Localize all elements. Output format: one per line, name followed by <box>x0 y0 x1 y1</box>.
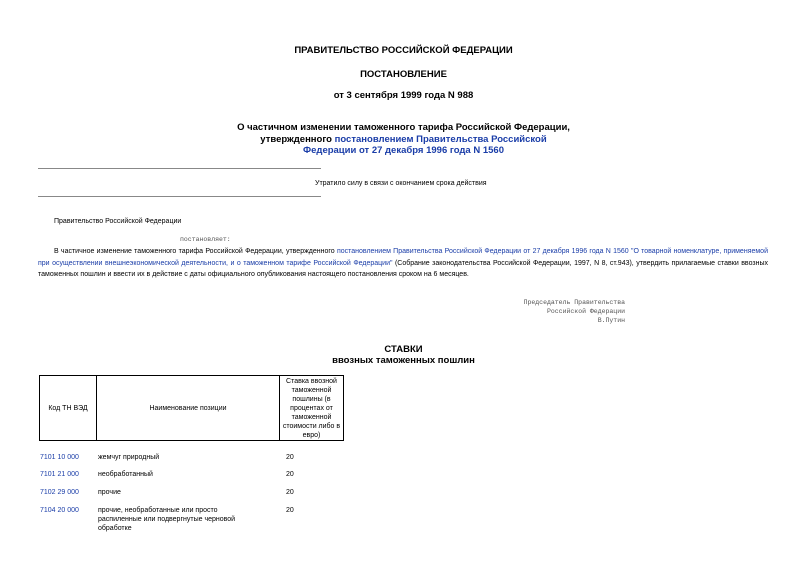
annex-title: СТАВКИ <box>384 344 423 355</box>
row-3-name: прочие <box>98 489 121 496</box>
decides-text: постановляет: <box>180 236 231 243</box>
signature-org: Российской Федерации <box>546 308 625 315</box>
resolution-link-continued[interactable]: Федерации от 27 декабря 1996 года N 1560 <box>303 145 504 156</box>
row-3-code[interactable]: 7102 29 000 <box>40 489 79 496</box>
row-1-rate: 20 <box>286 454 294 461</box>
paragraph-end: (Собрание законодательства Российской Федерации, 1997, N 8, ст.943), утвердить прилагаемые ставки ввозных таможенных пошлин и ввести их в действие с даты официального опубликования настоящего постановления сроком на 6 месяцев. <box>38 259 768 278</box>
government-heading: ПРАВИТЕЛЬСТВО РОССИЙСКОЙ ФЕДЕРАЦИИ <box>294 45 513 56</box>
document-type: ПОСТАНОВЛЕНИЕ <box>360 69 447 80</box>
document-date: от 3 сентября 1999 года N 988 <box>333 90 474 101</box>
main-paragraph <box>38 246 768 281</box>
paragraph-resolution-link[interactable]: постановлением Правительства Российской Федерации от 27 декабря 1996 года N 1560 "О товарной номенклатуре, применяемой при осуществлении внешнеэкономической деятельности, и о таможенном тарифе Российской Федерации" <box>38 248 768 267</box>
row-4-name: прочие, необработанные или просто распиленные или подвергнутые черновой обработке <box>98 507 236 532</box>
annex-subtitle: ввозных таможенных пошлин <box>332 355 475 366</box>
rates-table <box>39 375 344 441</box>
document-title <box>0 122 807 157</box>
title-prefix: утвержденного <box>260 133 335 145</box>
row-2-code[interactable]: 7101 21 000 <box>40 471 79 478</box>
header-name: Наименование позиции <box>97 376 280 441</box>
row-4-rate: 20 <box>286 507 294 514</box>
signature-name: В.Путин <box>597 317 625 324</box>
header-rate: Ставка ввозной таможенной пошлины (в процентах от таможенной стоимости либо в евро) <box>280 376 344 441</box>
row-4-code[interactable]: 7104 20 000 <box>40 507 79 514</box>
row-3-rate: 20 <box>286 489 294 496</box>
signature-block <box>470 298 625 325</box>
row-2-name: необработанный <box>98 471 153 478</box>
divider-top <box>38 168 321 169</box>
row-1-code[interactable]: 7101 10 000 <box>40 454 79 461</box>
header-code: Код ТН ВЭД <box>40 376 97 441</box>
divider-bottom <box>38 196 321 197</box>
row-2-rate: 20 <box>286 471 294 478</box>
paragraph-start: В частичное изменение таможенного тарифа Российской Федерации, утвержденного <box>54 248 337 255</box>
table-header-row <box>40 376 344 441</box>
row-1-name: жемчуг природный <box>98 454 160 461</box>
title-line-2 <box>0 134 807 146</box>
resolution-link[interactable]: постановлением Правительства Российской <box>334 133 547 145</box>
status-note: Утратило силу в связи с окончанием срока действия <box>315 180 487 187</box>
title-line-1: О частичном изменении таможенного тарифа Российской Федерации, <box>237 122 570 133</box>
issuer-text: Правительство Российской Федерации <box>54 218 182 225</box>
signature-title: Председатель Правительства <box>523 299 625 306</box>
